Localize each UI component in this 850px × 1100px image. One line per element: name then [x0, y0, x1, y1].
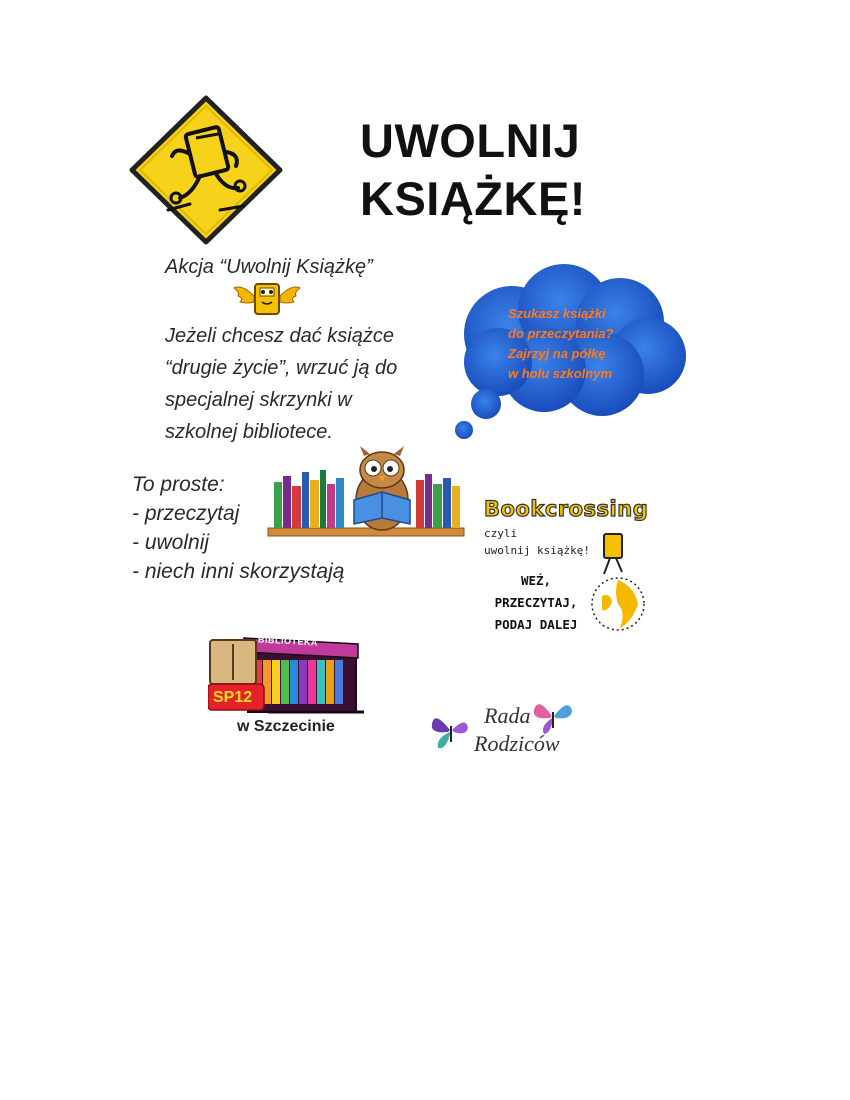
motto-line: WEŹ, [520, 573, 552, 588]
step-item: - uwolnij [132, 531, 210, 554]
library-sign: BIBLIOTEKA [257, 634, 319, 648]
bookcrossing-czyli: czyli [484, 527, 518, 540]
step-item: - niech inni skorzystają [132, 560, 345, 583]
campaign-name: Akcja “Uwolnij Książkę” [165, 256, 373, 278]
steps-heading: To proste: [132, 473, 225, 496]
motto-line: PODAJ DALEJ [494, 617, 578, 632]
butterfly-icon [430, 708, 470, 752]
page-title [360, 112, 586, 228]
warning-sign-book-icon [128, 94, 284, 246]
title-line-1: UWOLNIJ [360, 114, 581, 167]
cloud-line: Zajrzyj na półkę [508, 346, 606, 361]
intro-line: “drugie życie”, wrzuć ją do [165, 357, 398, 379]
parents-line: Rodziców [474, 731, 560, 756]
bookcrossing-title: Bookcrossing [484, 497, 649, 521]
parents-council [474, 702, 560, 758]
cloud-message [508, 304, 668, 384]
intro-line: specjalnej skrzynki w [165, 389, 352, 411]
library-badge: SP12 [213, 689, 253, 706]
winged-book-icon [232, 278, 302, 318]
cloud-line: do przeczytania? [508, 326, 614, 341]
bookcrossing-motto [482, 570, 590, 636]
title-line-2: KSIĄŻKĘ! [360, 172, 586, 225]
bookcrossing-tagline: uwolnij książkę! [484, 544, 590, 557]
library-city: w Szczecinie [237, 718, 335, 735]
intro-paragraph [165, 320, 465, 448]
intro-line: szkolnej bibliotece. [165, 421, 333, 443]
step-item: - przeczytaj [132, 502, 240, 525]
bookshelf-owl-icon [266, 442, 466, 540]
parents-line: Rada [484, 703, 531, 728]
motto-line: PRZECZYTAJ, [494, 595, 578, 610]
intro-line: Jeżeli chcesz dać książce [165, 325, 394, 347]
cloud-line: Szukasz książki [508, 306, 606, 321]
cloud-line: w holu szkolnym [508, 366, 613, 381]
book-globe-icon [588, 530, 646, 638]
